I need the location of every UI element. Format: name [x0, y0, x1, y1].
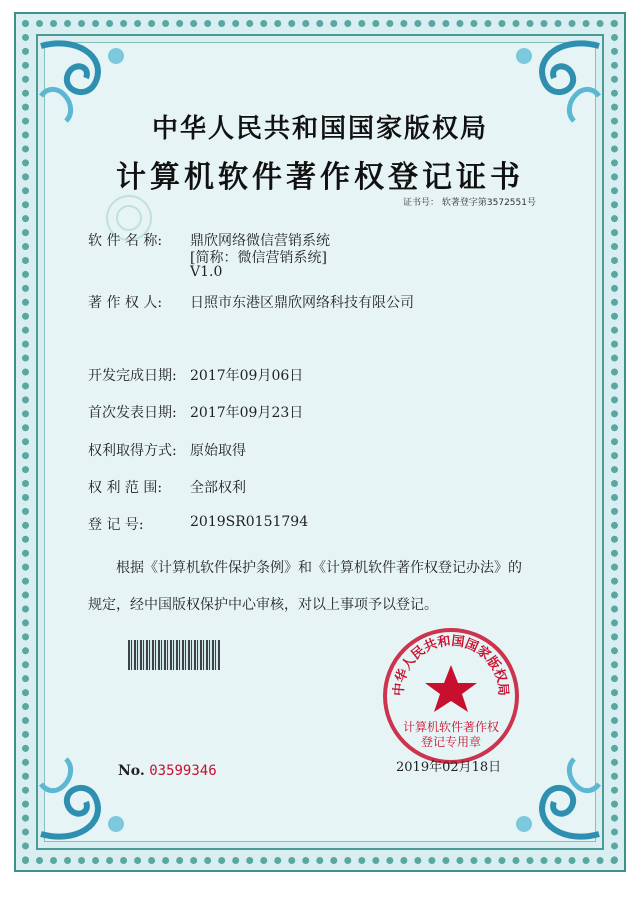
field-rights-acquisition [88, 440, 246, 460]
registration-statement-line-2: 规定，经中国版权保护中心审核，对以上事项予以登记。 [88, 597, 438, 613]
seal-line-2: 登记专用章 [420, 735, 482, 749]
issuing-authority-title: 中华人民共和国国家版权局 [151, 114, 488, 144]
field-publish-date [88, 402, 303, 422]
field-software-version [88, 264, 222, 280]
field-label: 著 作 权 人: [88, 295, 163, 311]
field-label: 首次发表日期: [88, 405, 177, 421]
field-development-date [88, 365, 303, 385]
field-value: 2017年09月06日 [190, 368, 304, 384]
field-label: 权利取得方式: [88, 443, 177, 459]
field-value: 2017年09月23日 [190, 405, 304, 421]
registration-statement-line-1: 根据《计算机软件保护条例》和《计算机软件著作权登记办法》的 [116, 560, 522, 576]
issue-date: 2019年02月18日 [396, 760, 502, 775]
serial-number [118, 763, 217, 779]
field-value: V1.0 [190, 264, 223, 280]
barcode-icon [128, 640, 220, 670]
ornament-bottom-right-icon [484, 754, 604, 844]
official-seal [380, 625, 522, 767]
field-value: 日照市东港区鼎欣网络科技有限公司 [190, 295, 414, 311]
field-label: 登 记 号: [88, 517, 144, 533]
field-value: 2019SR0151794 [190, 514, 309, 530]
field-registration-number [88, 514, 308, 534]
seal-star-icon [425, 665, 477, 712]
field-value: 全部权利 [190, 480, 246, 496]
field-label: 权 利 范 围: [88, 480, 163, 496]
field-label: 软 件 名 称: [88, 233, 163, 249]
seal-ring-text: 中华人民共和国国家版权局 [391, 633, 511, 697]
seal-line-1: 计算机软件著作权 [402, 720, 500, 734]
field-label: 开发完成日期: [88, 368, 177, 384]
field-value: 原始取得 [190, 443, 246, 459]
field-rights-scope [88, 477, 246, 497]
certificate-title: 计算机软件著作权登记证书 [116, 160, 524, 195]
field-copyright-owner [88, 292, 414, 312]
certificate-number-label: 证书号： [403, 198, 440, 208]
serial-value: 03599346 [149, 763, 217, 779]
serial-label: No. [118, 763, 145, 779]
certificate-number-value: 软著登字第3572551号 [441, 198, 536, 208]
certificate-number [403, 195, 536, 208]
field-value: [简称：微信营销系统] [190, 250, 327, 266]
field-value: 鼎欣网络微信营销系统 [190, 233, 330, 249]
